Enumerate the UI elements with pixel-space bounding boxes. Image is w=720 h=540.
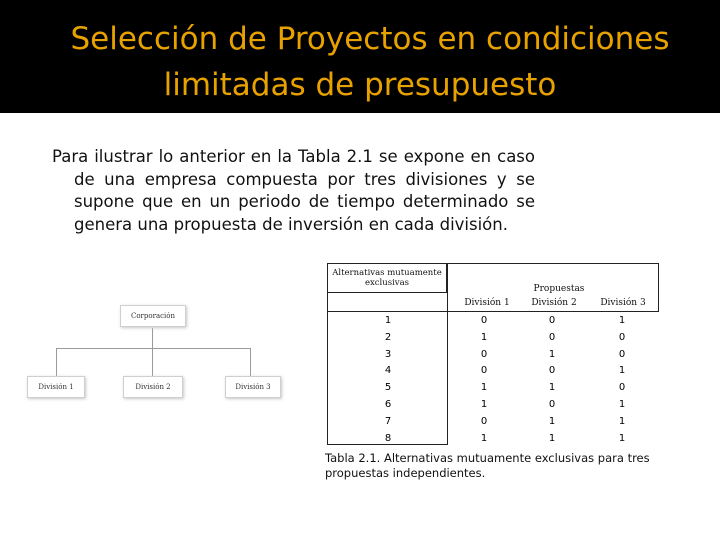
- alternative-number: 2: [384, 331, 392, 343]
- org-node-division-2: División 2: [123, 376, 183, 398]
- header-alternatives: Alternativas mutuamente exclusivas: [327, 263, 447, 293]
- division-3-value: 1: [618, 415, 626, 427]
- column-header-division-3: División 3: [600, 298, 646, 308]
- division-3-value: 1: [618, 399, 626, 410]
- org-connector-child-2: [152, 348, 153, 376]
- table-top-rule: [447, 263, 659, 264]
- division-1-value: 0: [480, 365, 488, 377]
- division-1-value: 0: [480, 315, 488, 326]
- division-1-value: 1: [480, 399, 488, 410]
- division-1-value: 0: [480, 348, 488, 360]
- table-caption: Tabla 2.1. Alternativas mutuamente exclusivas para tres propuestas independientes.: [325, 451, 650, 480]
- division-2-value: 1: [548, 415, 556, 427]
- division-2-value: 1: [548, 432, 556, 444]
- division-1-value: 1: [480, 432, 488, 444]
- division-2-value: 0: [548, 315, 556, 326]
- division-1-value: 1: [480, 331, 488, 343]
- header-group-propuestas: Propuestas: [533, 284, 585, 294]
- alternative-number: 6: [384, 399, 392, 410]
- org-node-division-1: División 1: [27, 376, 85, 398]
- division-2-value: 0: [548, 399, 556, 410]
- header-bottom-rule: [327, 311, 659, 312]
- division-1-value: 0: [480, 415, 488, 427]
- slide-title-line-1: Selección de Proyectos en condiciones: [70, 21, 670, 57]
- intro-paragraph: Para ilustrar lo anterior en la Tabla 2.1 se expone en caso de una empresa compuesta por tres divisiones y se supone que en un periodo de tiempo determinado se genera una propuesta de inversión en cada división.: [52, 147, 535, 234]
- slide-title-line-2: limitadas de presupuesto: [163, 67, 557, 103]
- alternative-number: 7: [384, 415, 392, 427]
- division-1-value: 1: [480, 382, 488, 394]
- division-3-value: 1: [618, 315, 626, 326]
- division-2-value: 1: [548, 382, 556, 394]
- division-2-value: 0: [548, 365, 556, 377]
- alternative-number: 8: [384, 432, 392, 444]
- divider-rule: [447, 263, 448, 445]
- org-connector-child-1: [56, 348, 57, 376]
- alternative-number: 3: [384, 348, 392, 360]
- division-2-value: 0: [548, 331, 556, 343]
- column-header-division-1: División 1: [464, 298, 510, 308]
- column-header-division-2: División 2: [531, 298, 577, 308]
- alternative-number: 5: [384, 382, 392, 394]
- org-connector-root: [152, 328, 153, 348]
- alternative-number: 1: [384, 315, 392, 326]
- org-connector-horizontal: [56, 348, 250, 349]
- org-node-root: Corporación: [120, 305, 186, 327]
- division-3-value: 1: [618, 432, 626, 444]
- title-bar: [0, 0, 720, 113]
- left-rule: [327, 293, 328, 445]
- division-3-value: 0: [618, 331, 626, 343]
- alternative-number: 4: [384, 365, 392, 377]
- org-node-division-3: División 3: [225, 376, 281, 398]
- division-3-value: 0: [618, 348, 626, 360]
- org-connector-child-3: [250, 348, 251, 376]
- division-3-value: 0: [618, 382, 626, 394]
- table-right-rule: [658, 263, 659, 311]
- division-3-value: 1: [618, 365, 626, 377]
- division-2-value: 1: [548, 348, 556, 360]
